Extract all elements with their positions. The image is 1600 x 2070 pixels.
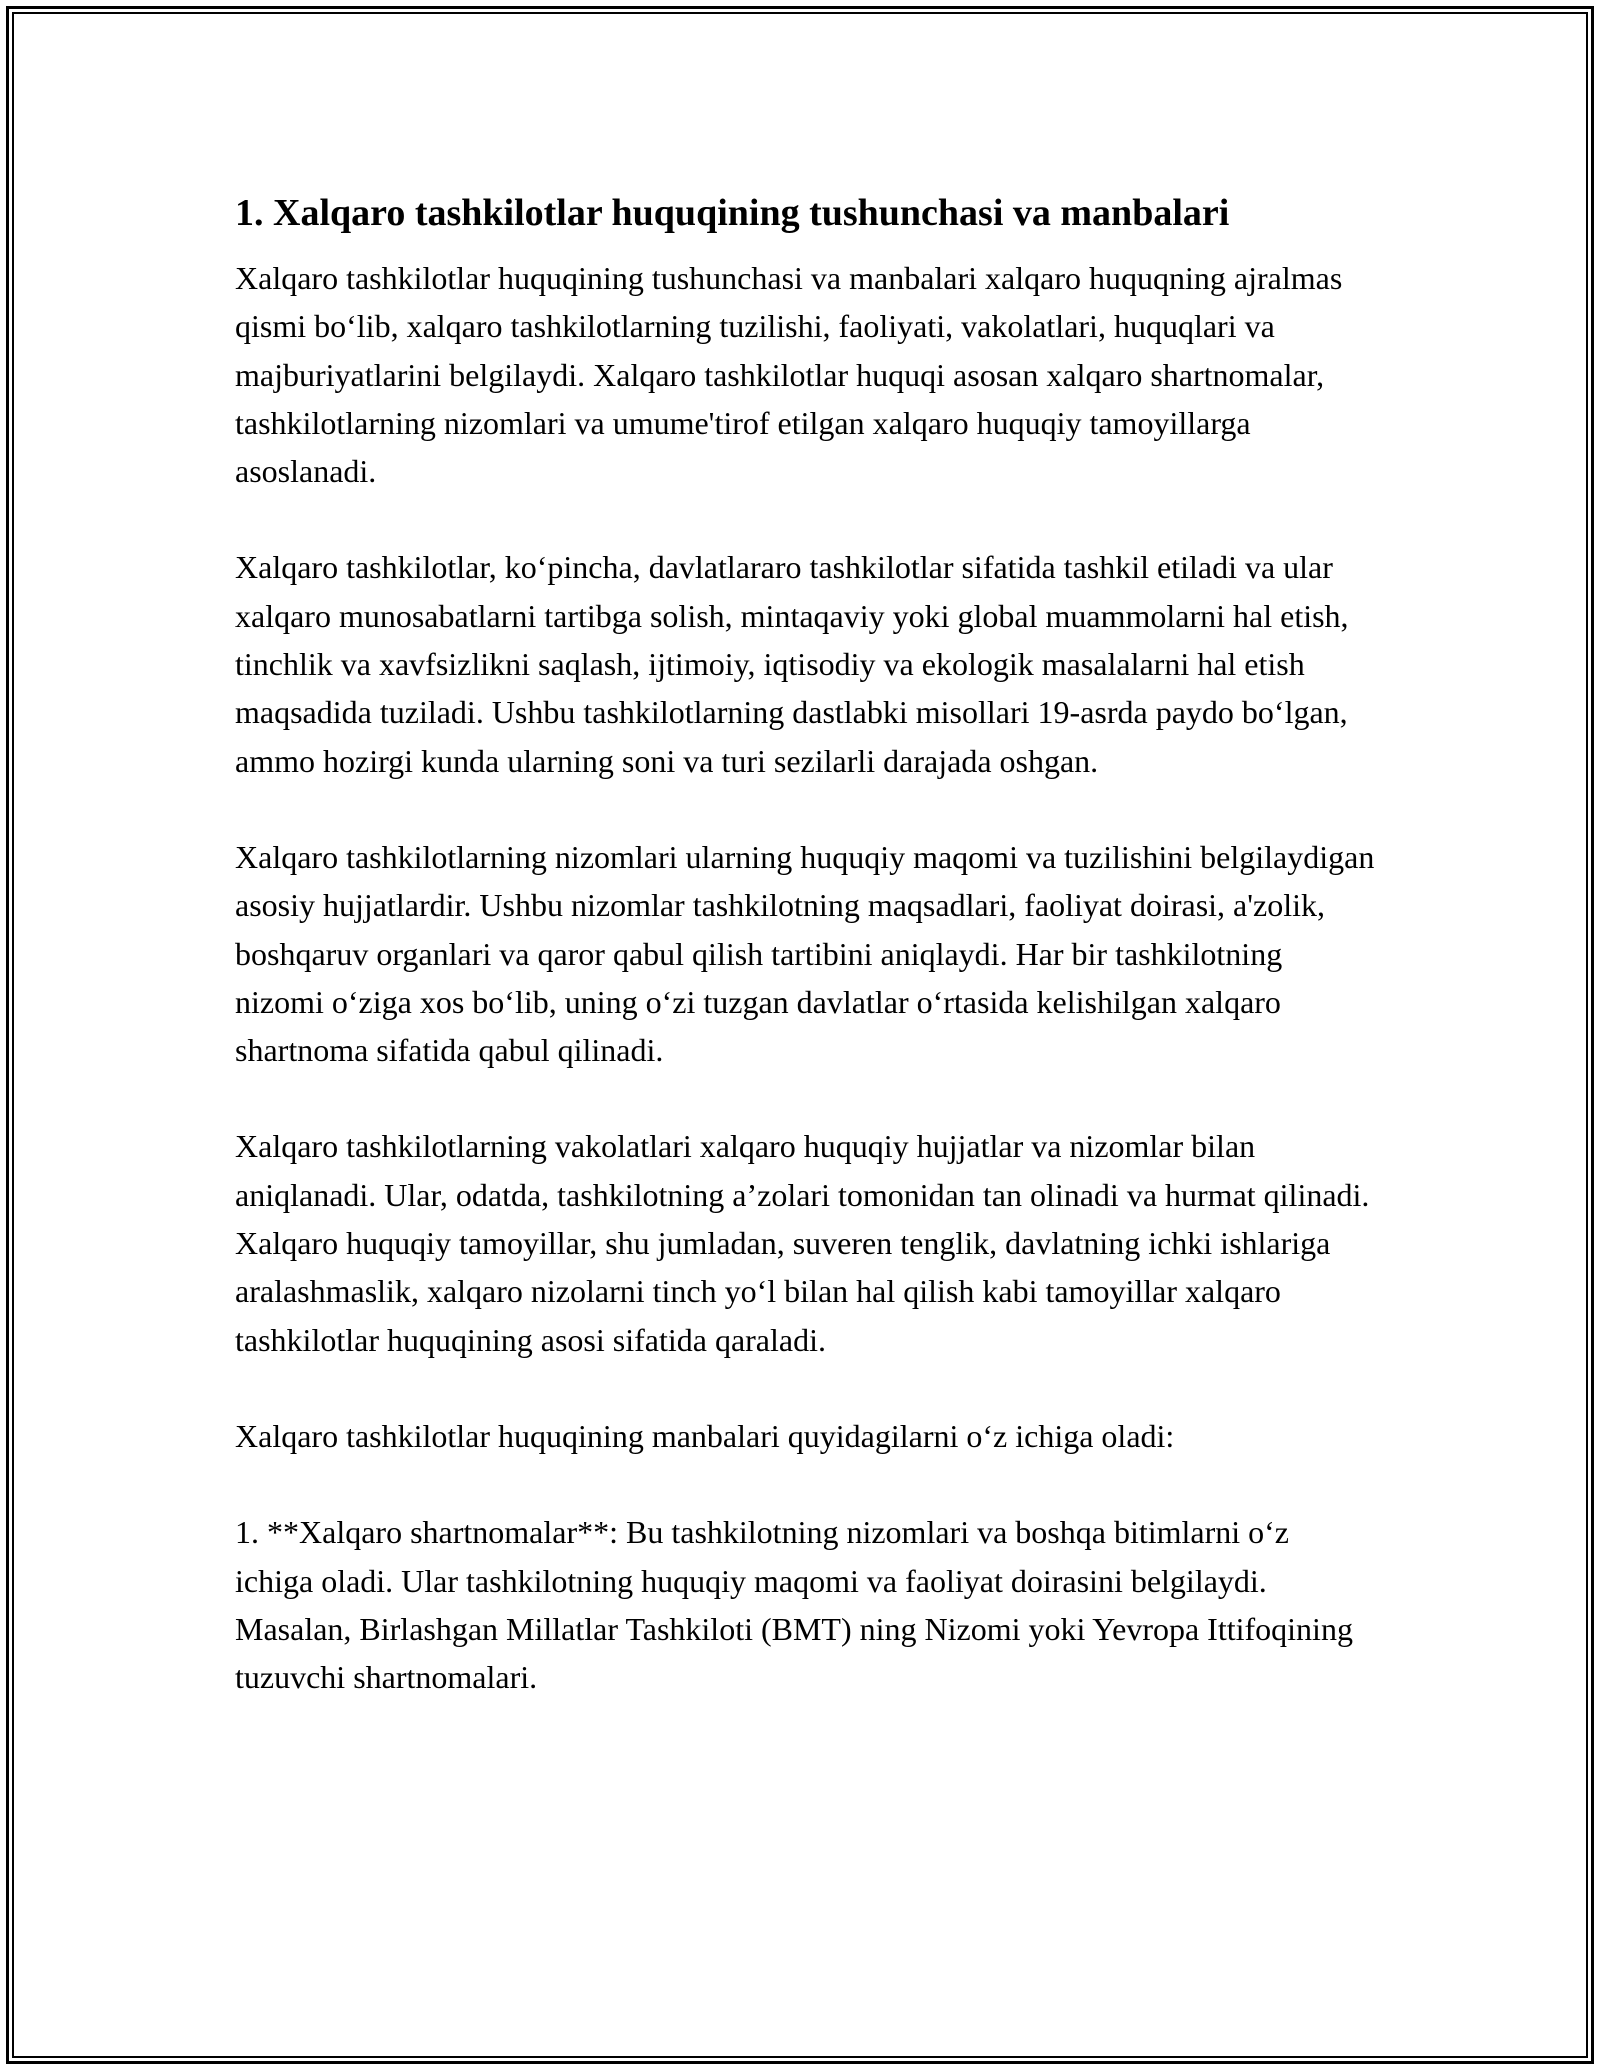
paragraph-4: Xalqaro tashkilotlarning vakolatlari xalqaro huquqiy hujjatlar va nizomlar bilan aniqlanadi. Ular, odatda, tashkilotning a’zolari tomonidan tan olinadi va hurmat qilinadi. Xalqaro huquqiy tamoyillar, shu jumladan, suveren tenglik, davlatning ichki ishlariga aralashmaslik, xalqaro nizolarni tinch yo‘l bilan hal qilish kabi tamoyillar xalqaro tashkilotlar huquqining asosi sifatida qaraladi. — [235, 1128, 1370, 1358]
paragraph-5: Xalqaro tashkilotlar huquqining manbalari quyidagilarni o‘z ichiga oladi: — [235, 1417, 1175, 1454]
paragraph-1: Xalqaro tashkilotlar huquqining tushunchasi va manbalari xalqaro huquqning ajralmas qismi bo‘lib, xalqaro tashkilotlarning tuzilishi, faoliyati, vakolatlari, huquqlari va majburiyatlarini belgilaydi. Xalqaro tashkilotlar huquqi asosan xalqaro shartnomalar, tashkilotlarning nizomlari va umume'tirof etilgan xalqaro huquqiy tamoyillarga asoslanadi. — [235, 260, 1343, 490]
list-item-1: 1. **Xalqaro shartnomalar**: Bu tashkilotning nizomlari va boshqa bitimlarni o‘z ichiga oladi. Ular tashkilotning huquqiy maqomi va faoliyat doirasini belgilaydi. Masalan, Birlashgan Millatlar Tashkiloti (BMT) ning Nizomi yoki Yevropa Ittifoqining tuzuvchi shartnomalari. — [235, 1514, 1353, 1696]
document-body — [235, 186, 1375, 1749]
paragraph-3: Xalqaro tashkilotlarning nizomlari ularning huquqiy maqomi va tuzilishini belgilaydigan asosiy hujjatlardir. Ushbu nizomlar tashkilotning maqsadlari, faoliyat doirasi, a'zolik, boshqaruv organlari va qaror qabul qilish tartibini aniqlaydi. Har bir tashkilotning nizomi o‘ziga xos bo‘lib, uning o‘zi tuzgan davlatlar o‘rtasida kelishilgan xalqaro shartnoma sifatida qabul qilinadi. — [235, 838, 1375, 1069]
section-title: 1. Xalqaro tashkilotlar huquqining tushunchasi va manbalari — [235, 192, 1230, 234]
paragraph-2: Xalqaro tashkilotlar, ko‘pincha, davlatlararo tashkilotlar sifatida tashkil etiladi va ular xalqaro munosabatlarni tartibga solish, mintaqaviy yoki global muammolarni hal etish, tinchlik va xavfsizlikni saqlash, ijtimoiy, iqtisodiy va ekologik masalalarni hal etish maqsadida tuziladi. Ushbu tashkilotlarning dastlabki misollari 19-asrda paydo bo‘lgan, ammo hozirgi kunda ularning soni va turi sezilarli darajada oshgan. — [235, 549, 1349, 779]
